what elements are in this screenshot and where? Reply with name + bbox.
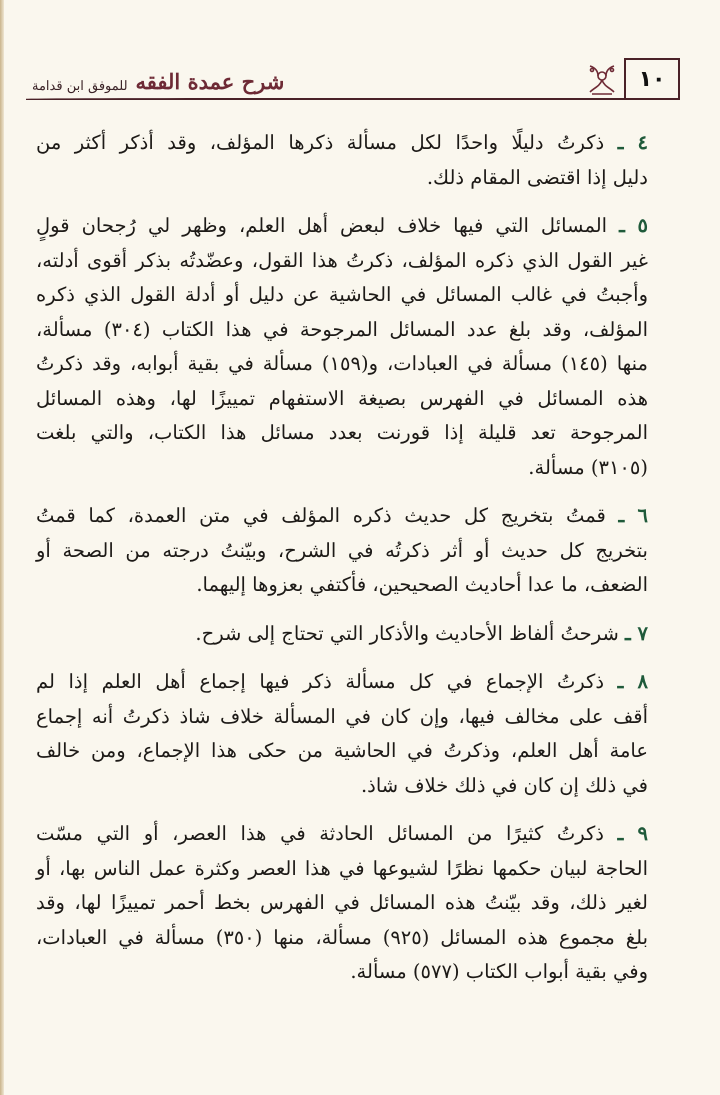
- page-edge: [0, 0, 4, 1095]
- text-line: الضعف، ما عدا أحاديث الصحيحين، فأكتفي بعزوها إليهما.: [196, 573, 648, 596]
- book-title-main: شرح عمدة الفقه: [135, 69, 285, 94]
- text-line: بتخريج كل حديث أو أثر ذكرتُه في الشرح، وبيّنتُ درجته من الصحة أو: [36, 538, 648, 562]
- paragraph-item-8: [36, 665, 648, 803]
- running-header: [26, 58, 680, 104]
- paragraph-item-6: [36, 499, 648, 603]
- text-line: وفي بقية أبواب الكتاب (٥٧٧) مسألة.: [350, 960, 648, 983]
- text-line: ذكرتُ كثيرًا من المسائل الحادثة في هذا العصر، أو التي مسّت: [36, 822, 604, 845]
- item-number: ٨ ـ: [617, 670, 648, 693]
- item-number: ٦ ـ: [618, 504, 648, 527]
- text-line: هذه المسائل في الفهرس بصيغة الاستفهام تمييزًا لها، وهذه المسائل: [36, 386, 648, 410]
- text-line: (٣١٠٥) مسألة.: [528, 455, 648, 479]
- text-line: أقف على مخالف فيها، وإن كان في المسألة خلاف شاذ ذكرتُ أنه إجماع: [36, 704, 648, 728]
- text-line: وأجبتُ في غالب المسائل في الحاشية عن دليل أو أدلة القول الذي ذكره: [36, 283, 648, 306]
- paragraph-item-9: [36, 817, 648, 990]
- book-title: [32, 60, 284, 94]
- text-line: في ذلك إن كان في ذلك خلاف شاذ.: [360, 773, 648, 797]
- text-line: عامة أهل العلم، وذكرتُ في الحاشية من حكى هذا الإجماع، ومن خالف: [36, 739, 648, 762]
- text-line: غير القول الذي ذكره المؤلف، ذكرتُ هذا القول، وعضّدتُه بذكر أقوى أدلته،: [36, 248, 648, 272]
- text-line: شرحتُ ألفاظ الأحاديث والأذكار التي تحتاج إلى شرح.: [195, 621, 619, 645]
- item-number: ٤ ـ: [617, 131, 648, 154]
- text-line: بلغ مجموع هذه المسائل (٩٢٥) مسألة، منها (٣٥٠) مسألة في العبادات،: [36, 925, 648, 949]
- text-line: منها (١٤٥) مسألة في العبادات، و(١٥٩) مسألة في بقية أبوابه، وقد ذكرتُ: [36, 352, 648, 375]
- text-line: لغير ذلك، وقد بيّنتُ هذه المسائل في الفهرس بخط أحمر تمييزًا لها، وقد: [36, 891, 648, 914]
- text-line: الحاجة لبيان حكمها نظرًا لشيوعها في هذا العصر وكثرة عمل الناس بها، أو: [36, 856, 648, 880]
- text-line: دليل إذا اقتضى المقام ذلك.: [426, 165, 648, 189]
- item-number: ٧ ـ: [625, 621, 648, 645]
- book-title-author: للموفق ابن قدامة: [32, 79, 128, 94]
- item-number: ٩ ـ: [617, 822, 648, 845]
- text-line: المرجوحة تعد قليلة إذا قورنت بعدد مسائل هذا الكتاب، والتي بلغت: [36, 421, 648, 444]
- text-line: ذكرتُ الإجماع في كل مسألة ذكر فيها إجماع أهل العلم إذا لم: [36, 670, 605, 693]
- text-line: المسائل التي فيها خلاف لبعض أهل العلم، وظهر لي رُجحان قولٍ: [36, 214, 608, 237]
- text-line: ذكرتُ دليلًا واحدًا لكل مسألة ذكرها المؤلف، وقد أذكر أكثر من: [36, 131, 605, 154]
- text-line: المؤلف، وقد بلغ عدد المسائل المرجوحة في هذا الكتاب (٣٠٤) مسألة،: [36, 317, 649, 341]
- page-body: [36, 126, 648, 1004]
- item-number: ٥ ـ: [619, 214, 648, 237]
- header-rule: [26, 98, 680, 100]
- floral-ornament-icon: [586, 62, 618, 96]
- paragraph-item-5: [36, 209, 648, 485]
- text-line: قمتُ بتخريج كل حديث ذكره المؤلف في متن العمدة، كما قمتُ: [36, 504, 606, 527]
- page-number: ١٠: [624, 58, 680, 98]
- paragraph-item-7: [36, 617, 648, 652]
- paragraph-item-4: [36, 126, 648, 195]
